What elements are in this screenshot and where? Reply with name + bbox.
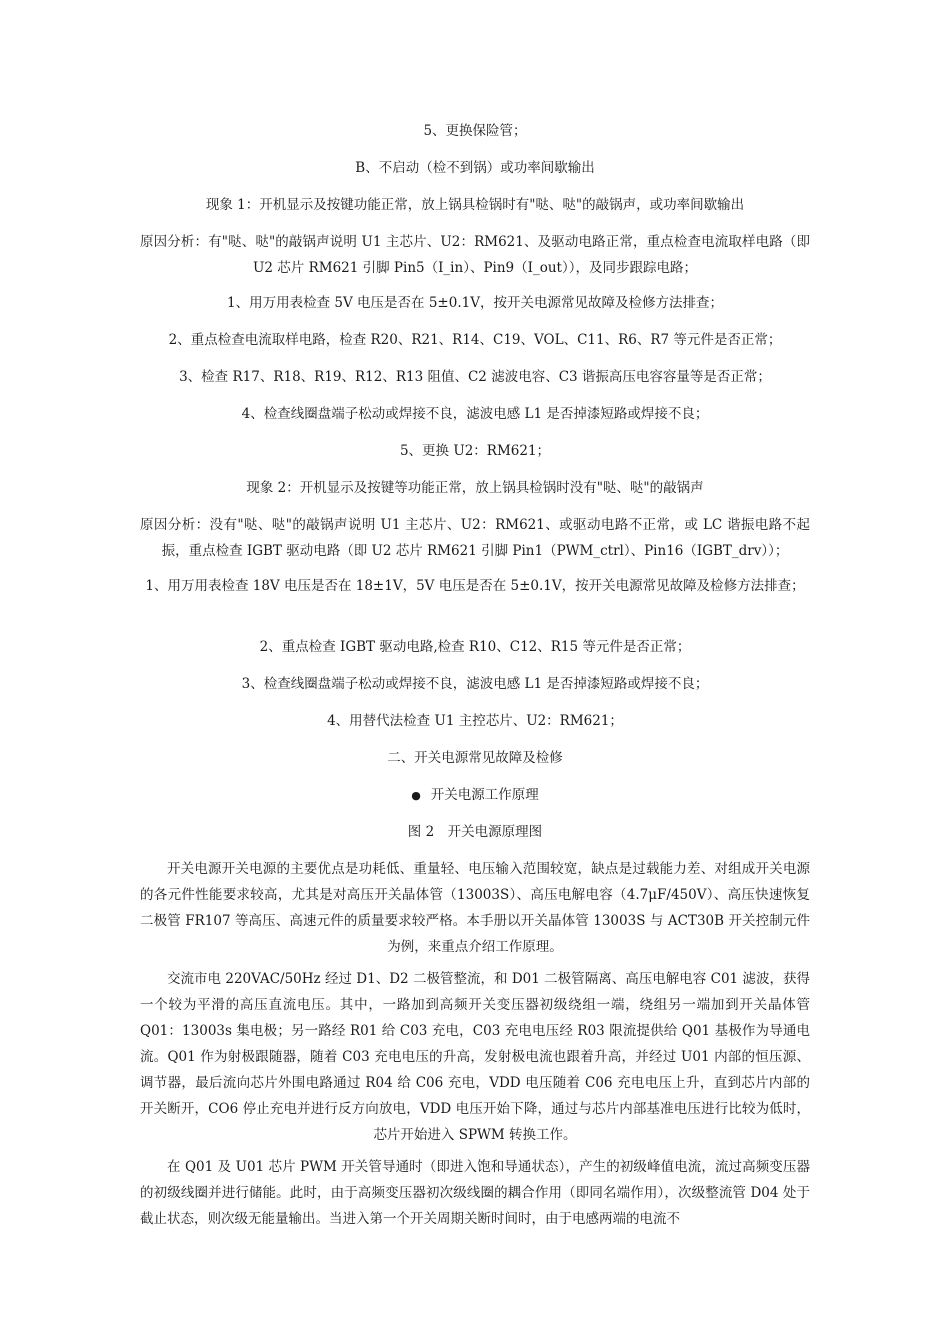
section-heading-2: 二、开关电源常见故障及检修 [387, 750, 563, 766]
body-paragraph-1: 开关电源开关电源的主要优点是功耗低、重量轻、电压输入范围较宽，缺点是过载能力差、对组成开关电源的各元件性能要求较高，尤其是对高压开关晶体管（13003S）、高压电解电容（4.7μF/450V）、高压快速恢复二极管 FR107 等高压、高速元件的质量要求较严格。本手册以开关晶体管 13003S 与 ACT30B 开关控制元件为例，来重点介绍工作原理。 [140, 861, 810, 955]
body-paragraph-3: 在 Q01 及 U01 芯片 PWM 开关管导通时（即进入饱和导通状态），产生的初级峰值电流，流过高频变压器的初级线圈并进行储能。此时，由于高频变压器初次级线圈的耦合作用（即同名端作用），次级整流管 D04 处于截止状态，则次级无能量输出。当进入第一个开关周期关断时间时，由于电感两端的电流不 [140, 1159, 810, 1227]
bullet-working-principle: ● 开关电源工作原理 [140, 782, 810, 809]
figure-caption: 图 2 开关电源原理图 [407, 824, 543, 840]
cause-analysis-1: 原因分析：有"哒、哒"的敲锅声说明 U1 主芯片、U2：RM621、及驱动电路正常，重点检查电流取样电路（即 U2 芯片 RM621 引脚 Pin5（I_in）、Pin9（I_out）），及同步跟踪电路； [140, 234, 810, 276]
cause-analysis-2: 原因分析：没有"哒、哒"的敲锅声说明 U1 主芯片、U2：RM621、或驱动电路不正常，或 LC 谐振电路不起振，重点检查 IGBT 驱动电路（即 U2 芯片 RM621 引脚 Pin1（PWM_ctrl）、Pin16（IGBT_drv））； [140, 517, 810, 559]
step-3-coil-terminal: 3、检查线圈盘端子松动或焊接不良，滤波电感 L1 是否掉漆短路或焊接不良； [241, 676, 709, 692]
step-5-replace-u2: 5、更换 U2：RM621； [399, 443, 551, 459]
section-heading-b: B、不启动（检不到锅）或功率间歇输出 [355, 160, 595, 176]
step-replace-fuse: 5、更换保险管； [423, 123, 527, 139]
step-2-current-sampling: 2、重点检查电流取样电路，检查 R20、R21、R14、C19、VOL、C11、R6、R7 等元件是否正常； [168, 332, 782, 348]
step-2-igbt-driver: 2、重点检查 IGBT 驱动电路,检查 R10、C12、R15 等元件是否正常； [259, 639, 691, 655]
step-4-substitute-check: 4、用替代法检查 U1 主控芯片、U2：RM621； [327, 713, 623, 729]
symptom-2: 现象 2：开机显示及按键等功能正常，放上锅具检锅时没有"哒、哒"的敲锅声 [246, 480, 704, 496]
body-paragraph-2: 交流市电 220VAC/50Hz 经过 D1、D2 二极管整流，和 D01 二极管隔离、高压电解电容 C01 滤波，获得一个较为平滑的高压直流电压。其中，一路加到高频开关变压器初级绕组一端，绕组另一端加到开关晶体管 Q01：13003s 集电极；另一路经 R01 给 C03 充电，C03 充电电压经 R03 限流提供给 Q01 基极作为导通电流。Q01 作为射极跟随器，随着 C03 充电电压的升高，发射极电流也跟着升高，并经过 U01 内部的恒压源、调节器，最后流向芯片外围电路通过 R04 给 C06 充电，VDD 电压随着 C06 充电电压上升，直到芯片内部的开关断开，CO6 停止充电并进行反方向放电，VDD 电压开始下降，通过与芯片内部基准电压进行比较为低时，芯片开始进入 SPWM 转换工作。 [140, 971, 810, 1143]
step-1-check-5v: 1、用万用表检查 5V 电压是否在 5±0.1V，按开关电源常见故障及检修方法排查； [227, 295, 723, 311]
symptom-1: 现象 1：开机显示及按键功能正常，放上锅具检锅时有"哒、哒"的敲锅声，或功率间歇输出 [205, 197, 745, 213]
step-1-check-18v: 1、用万用表检查 18V 电压是否在 18±1V，5V 电压是否在 5±0.1V，按开关电源常见故障及检修方法排查； [145, 578, 805, 594]
step-3-check-resistors: 3、检查 R17、R18、R19、R12、R13 阻值、C2 滤波电容、C3 谐振高压电容容量等是否正常； [179, 369, 771, 385]
step-4-coil-terminal: 4、检查线圈盘端子松动或焊接不良，滤波电感 L1 是否掉漆短路或焊接不良； [241, 406, 709, 422]
